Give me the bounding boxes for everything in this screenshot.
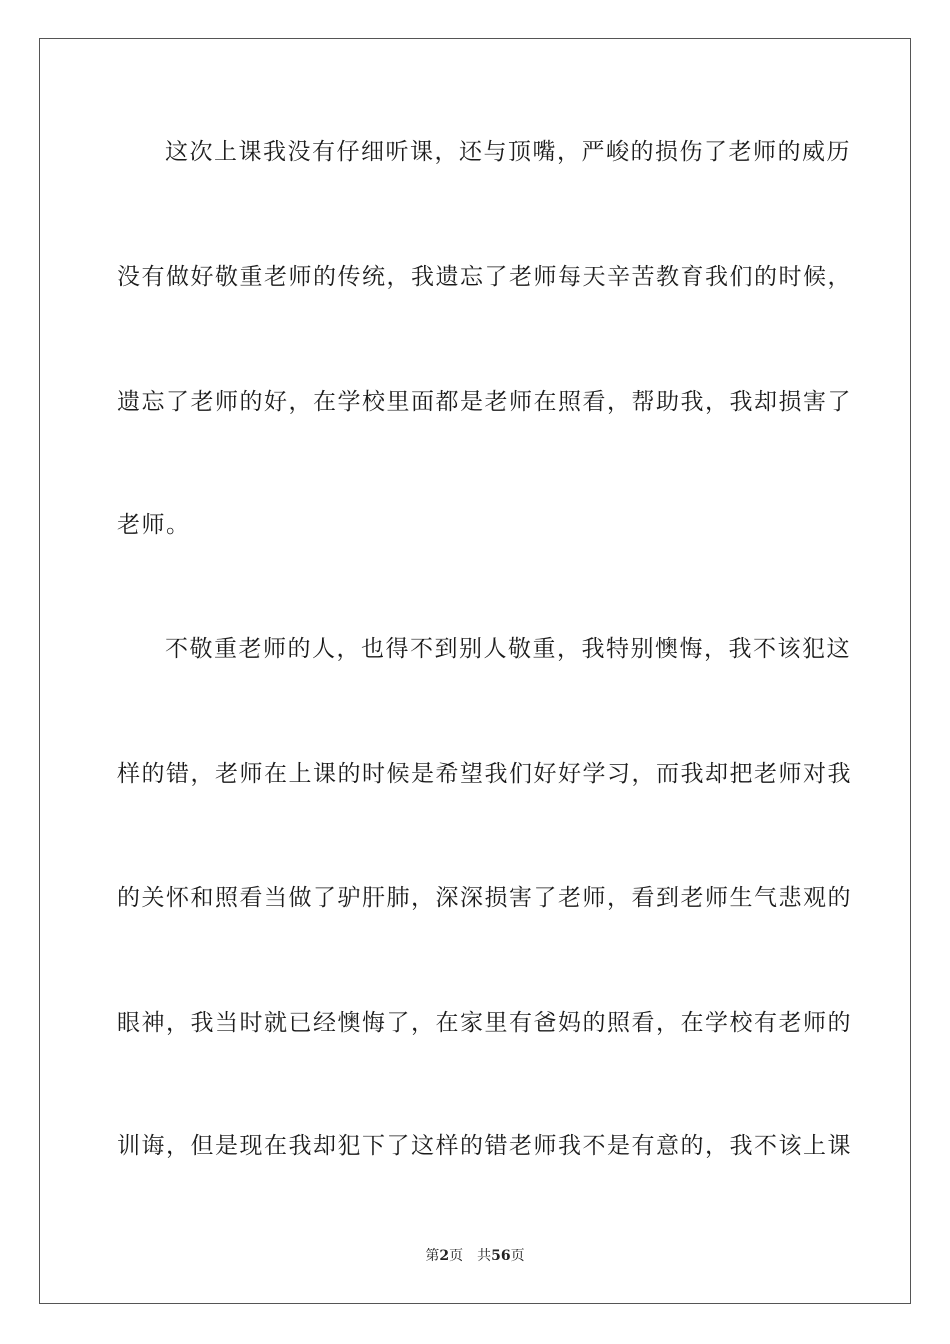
paragraph-2-line-2: 样的错，老师在上课的时候是希望我们好好学习，而我却把老师对我 — [117, 761, 852, 787]
page-footer — [0, 1246, 950, 1266]
page-border — [39, 38, 911, 1304]
paragraph-2-line-1: 不敬重老师的人，也得不到别人敬重，我特别懊悔，我不该犯这 — [165, 636, 851, 662]
footer-page-number: 2 — [439, 1248, 450, 1264]
footer-total-suffix: 页 — [510, 1248, 525, 1264]
footer-page-prefix: 第 — [425, 1248, 440, 1264]
paragraph-1-line-3: 遗忘了老师的好，在学校里面都是老师在照看，帮助我，我却损害了 — [117, 389, 852, 415]
footer-total-prefix: 共 — [477, 1248, 492, 1264]
paragraph-2-line-4: 眼神，我当时就已经懊悔了，在家里有爸妈的照看，在学校有老师的 — [117, 1010, 852, 1036]
paragraph-2-line-5: 训诲，但是现在我却犯下了这样的错老师我不是有意的，我不该上课 — [117, 1133, 852, 1159]
paragraph-1-line-2: 没有做好敬重老师的传统，我遗忘了老师每天辛苦教育我们的时候， — [117, 264, 852, 290]
paragraph-1-line-1: 这次上课我没有仔细听课，还与顶嘴，严峻的损伤了老师的威历 — [165, 139, 851, 165]
paragraph-1-line-4: 老师。 — [117, 512, 191, 538]
paragraph-2-line-3: 的关怀和照看当做了驴肝肺，深深损害了老师，看到老师生气悲观的 — [117, 885, 852, 911]
footer-total-pages: 56 — [491, 1248, 511, 1264]
footer-page-suffix: 页 — [449, 1248, 464, 1264]
